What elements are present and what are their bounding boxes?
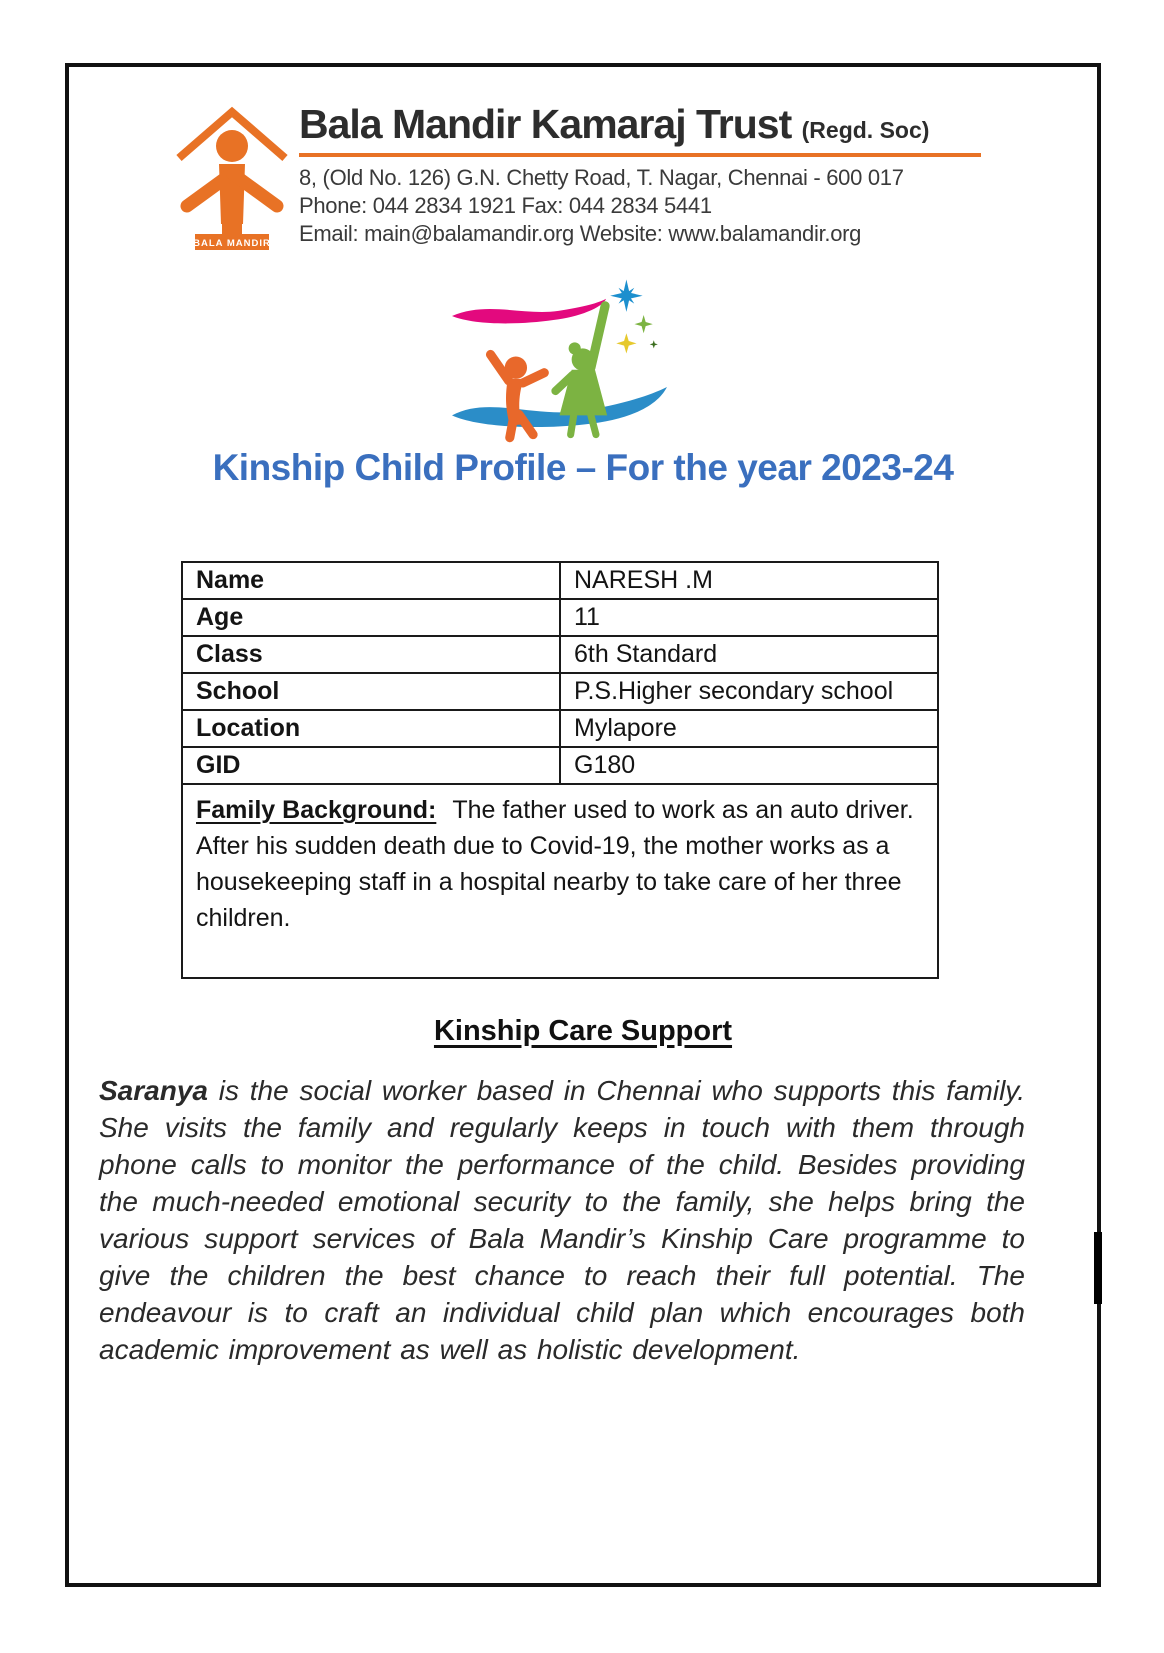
row-value: 11: [560, 599, 938, 636]
bala-mandir-logo-icon: [173, 100, 291, 252]
family-background-row: [182, 784, 938, 978]
table-row: [182, 562, 938, 599]
org-address: [299, 164, 999, 248]
row-value: 6th Standard: [560, 636, 938, 673]
table-row: [182, 710, 938, 747]
org-suffix: (Regd. Soc): [801, 117, 930, 143]
family-background-text: The father used to work as an auto driver. After his sudden death due to Covid-19, the mother works as a housekeeping staff in a hospital nearby to take care of her three children.: [196, 796, 914, 932]
row-value: NARESH .M: [560, 562, 938, 599]
row-label: Name: [182, 562, 560, 599]
logo-caption: BALA MANDIR: [193, 238, 271, 249]
row-value: P.S.Higher secondary school: [560, 673, 938, 710]
row-label: School: [182, 673, 560, 710]
row-label: Age: [182, 599, 560, 636]
orange-divider: [299, 153, 981, 157]
org-name: Bala Mandir Kamaraj Trust (Regd. Soc): [299, 101, 930, 147]
org-header: [299, 101, 999, 248]
children-stars-logo-icon: [452, 265, 670, 443]
row-label: GID: [182, 747, 560, 784]
paragraph-text: is the social worker based in Chennai who supports this family. She visits the family and regularly keeps in touch with them through phone calls to monitor the performance of the child. Besides providing the much-needed emotional security to the family, she helps bring the various support services of Bala Mandir’s Kinship Care programme to give the children the best chance to reach their full potential. The endeavour is to craft an individual child plan which encourages both academic improvement as well as holistic development.: [99, 1075, 1025, 1365]
border-artifact: [1094, 1232, 1102, 1304]
table-row: [182, 599, 938, 636]
row-label: Class: [182, 636, 560, 673]
table-row: [182, 673, 938, 710]
family-background-label: Family Background:: [196, 796, 437, 824]
sparkle-stars: [610, 279, 658, 353]
page-title: Kinship Child Profile – For the year 2023-24: [212, 447, 954, 488]
row-label: Location: [182, 710, 560, 747]
row-value: G180: [560, 747, 938, 784]
profile-table: [181, 561, 939, 979]
table-row: [182, 747, 938, 784]
social-worker-name: Saranya: [99, 1075, 208, 1106]
green-child-figure: [555, 306, 607, 435]
table-row: [182, 636, 938, 673]
section-heading: Kinship Care Support: [433, 1015, 733, 1047]
phone-fax-line: Phone: 044 2834 1921 Fax: 044 2834 5441: [299, 193, 712, 218]
email-website-line: Email: main@balamandir.org Website: www.balamandir.org: [299, 221, 862, 246]
address-line: 8, (Old No. 126) G.N. Chetty Road, T. Nagar, Chennai - 600 017: [299, 165, 904, 190]
row-value: Mylapore: [560, 710, 938, 747]
page-frame: [65, 63, 1101, 1587]
body-paragraph: [99, 1072, 1025, 1368]
